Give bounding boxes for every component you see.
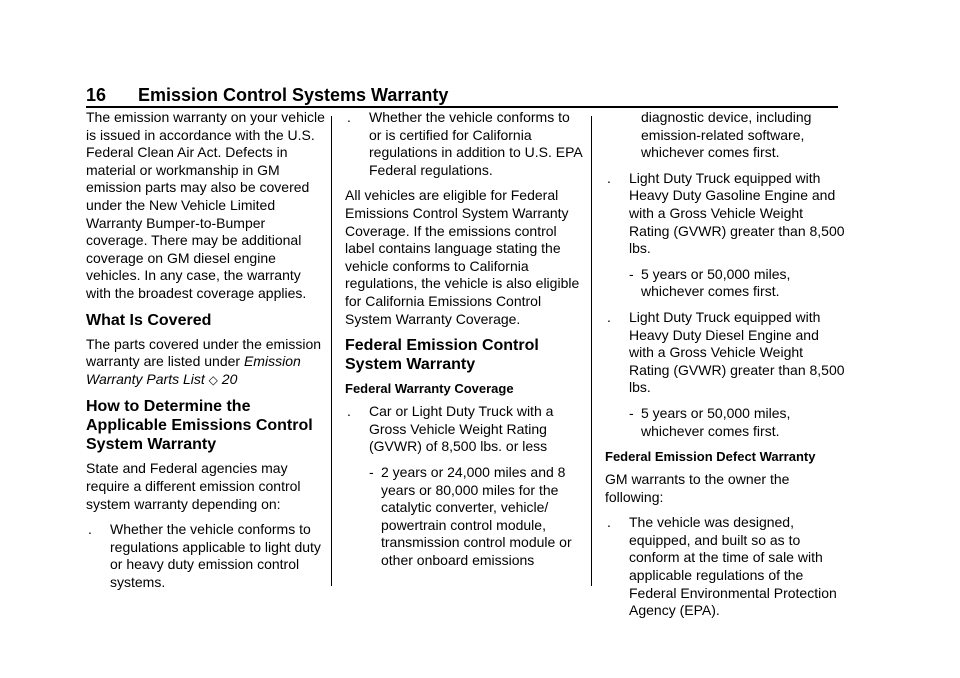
covered-text: The parts covered under the emission warranty are listed under: [86, 335, 322, 370]
bullet-item: [605, 309, 845, 397]
parts-list-page[interactable]: 20: [221, 370, 238, 387]
sub-item: [605, 405, 845, 440]
sub-item-text: 5 years or 50,000 miles, whichever comes first.: [641, 404, 791, 439]
column-2: [345, 109, 585, 577]
sub-item: [345, 464, 585, 570]
sub-item-text: 5 years or 50,000 miles, whichever comes first.: [641, 265, 791, 300]
bullet-item: [86, 521, 326, 591]
parts-list-link[interactable]: Emission Warranty Parts List: [86, 353, 301, 387]
bullet-icon: .: [347, 109, 351, 125]
page-title: Emission Control Systems Warranty: [138, 85, 449, 105]
column-3: [605, 109, 845, 628]
sub-item-text: 2 years or 24,000 miles and 8 years or 80,000 miles for the catalytic converter, vehicle/ powertrain control module, transmission control module or other onboard emissions: [381, 463, 572, 568]
warrants-paragraph: GM warrants to the owner the following:: [605, 471, 790, 505]
subheading-defect-warranty: Federal Emission Defect Warranty: [605, 449, 816, 465]
column-divider-2: [591, 116, 592, 586]
bullet-icon: .: [607, 169, 611, 186]
bullet-item: [605, 514, 845, 620]
intro-paragraph: The emission warranty on your vehicle is issued in accordance with the U.S. Federal Clean Air Act. Defects in material or workmanship in GM emission parts may also be covered under the New Vehicle Limited Warranty Bumper-to-Bumper coverage. There may be additional coverage on GM diesel engine vehicles. In any case, the warranty with the broadest coverage applies.: [86, 109, 325, 301]
heading-how-to-determine: How to Determine the Applicable Emissions Control System Warranty: [86, 398, 313, 454]
dash-icon: -: [629, 404, 634, 421]
bullet-text: Whether the vehicle conforms to regulations applicable to light duty or heavy duty emission control systems.: [110, 521, 321, 590]
covered-paragraph: [86, 336, 326, 390]
bullet-text: The vehicle was designed, equipped, and built so as to conform at the time of sale with applicable regulations of the Federal Environmental Protection Agency (EPA).: [629, 514, 837, 619]
page-header: [86, 84, 838, 106]
column-1: [86, 109, 326, 599]
bullet-icon: .: [607, 308, 611, 325]
page-number: 16: [86, 85, 107, 105]
bullet-icon: .: [347, 403, 351, 420]
sub-item: [605, 266, 845, 301]
bullet-item: [345, 403, 585, 456]
subheading-federal-coverage: Federal Warranty Coverage: [345, 381, 514, 397]
bullet-icon: .: [88, 521, 92, 538]
bullet-text: Car or Light Duty Truck with a Gross Vehicle Weight Rating (GVWR) of 8,500 lbs. or less: [369, 403, 554, 455]
bullet-text: Light Duty Truck equipped with Heavy Duty Gasoline Engine and with a Gross Vehicle Weight Rating (GVWR) greater than 8,500 lbs.: [629, 169, 845, 257]
heading-what-is-covered: What Is Covered: [86, 311, 212, 329]
bullet-text: Light Duty Truck equipped with Heavy Duty Diesel Engine and with a Gross Vehicle Weight Rating (GVWR) greater than 8,500 lbs.: [629, 308, 845, 396]
header-rule: [86, 106, 838, 108]
bullet-item: [345, 109, 585, 179]
dash-icon: -: [629, 265, 634, 282]
dash-icon: -: [369, 463, 374, 480]
agencies-paragraph: State and Federal agencies may require a different emission control system warranty depending on:: [86, 460, 301, 512]
heading-federal-warranty: Federal Emission Control System Warranty: [345, 337, 539, 374]
column-divider-1: [331, 116, 332, 586]
bullet-icon: .: [607, 514, 611, 531]
sub-item-continued: diagnostic device, including emission-related software, whichever comes first.: [641, 109, 812, 161]
bullet-text: Whether the vehicle conforms to or is certified for California regulations in addition to U.S. EPA Federal regulations.: [369, 109, 582, 178]
page-ref-icon: ◇: [208, 372, 218, 387]
bullet-item: [605, 170, 845, 258]
eligibility-paragraph: All vehicles are eligible for Federal Emissions Control System Warranty Coverage. If the emissions control label contains language stating the vehicle conforms to California regulations, the vehicle is also eligible for California Emissions Control System Warranty Coverage.: [345, 187, 580, 327]
